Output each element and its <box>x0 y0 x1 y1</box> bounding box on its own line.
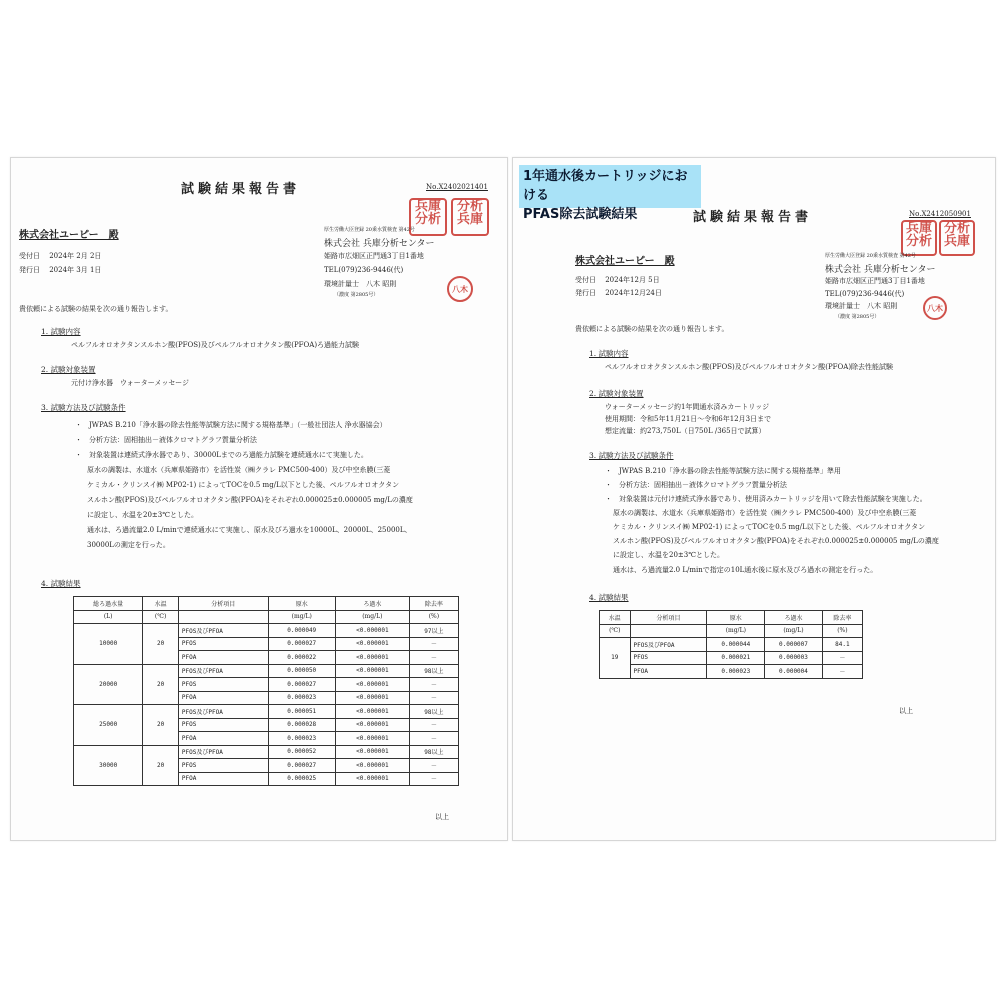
paragraph-line: 原水の調製は、水道水（兵庫県姫路市）を活性炭（㈱クラレ PMC500-400）及び中空糸膜(三菱 <box>613 509 917 517</box>
table-unit-row <box>600 624 863 638</box>
filtered-cell: <0.000001 <box>335 745 409 759</box>
item-cell: PFOS <box>178 678 268 692</box>
filtered-cell: 0.000004 <box>765 665 823 679</box>
bullet-item: ・ 分析方法：固相抽出－液体クロマトグラフ質量分析法 <box>605 481 787 489</box>
report-page-left <box>10 157 508 841</box>
temp-cell: 20 <box>143 624 179 665</box>
col-unit: (%) <box>409 610 458 624</box>
filtered-cell: <0.000001 <box>335 678 409 692</box>
item-cell: PFOS <box>178 718 268 732</box>
paragraph-line: ケミカル・クリンスイ㈱ MP02-1) によってTOCを0.5 mg/L以下とした後、ペルフルオロオクタン <box>613 523 926 531</box>
caption-line: 1年通水後カートリッジにおける <box>523 169 688 203</box>
bullet-item: ・ JWPAS B.210「浄水器の除去性能等試験方法に関する規格基準」準用 <box>605 467 841 475</box>
raw-cell: 0.000023 <box>268 691 335 705</box>
document-number: No.X2402021401 <box>426 183 488 191</box>
temp-cell: 20 <box>143 745 179 786</box>
rate-cell: － <box>822 665 862 679</box>
intro-text: 貴依頼による試験の結果を次の通り報告します。 <box>575 325 729 333</box>
registration-number: 厚生労働大臣登録 20乗水質検査 第42号 <box>324 227 415 233</box>
paragraph-line: 30000Lの測定を行った。 <box>87 541 170 549</box>
stamp-text: 分析 <box>905 234 932 249</box>
stamp-text: 分析 <box>456 199 483 214</box>
usage-period: 使用期間：令和5年11月21日～令和6年12月3日まで <box>605 415 772 423</box>
personal-seal: 八木 <box>923 296 947 320</box>
client-name: 株式会社ユーピー 殿 <box>575 256 675 267</box>
item-cell: PFOS及びPFOA <box>178 624 268 638</box>
bullet-text: 対象装置は元付け連続式浄水器であり、使用済みカートリッジを用いて除去性能試験を実施した。 <box>619 495 927 503</box>
report-title: 試験結果報告書 <box>181 182 301 197</box>
bullet-text: 分析方法：固相抽出－液体クロマトグラフ質量分析法 <box>619 481 787 489</box>
filtered-cell: <0.000001 <box>335 691 409 705</box>
stamp-text: 分析 <box>943 221 970 236</box>
filtered-cell: <0.000001 <box>335 732 409 746</box>
paragraph-line: スルホン酸(PFOS)及びペルフルオロオクタン酸(PFOA)をそれぞれ0.000025±0.000005 mg/Lの濃度 <box>613 537 939 545</box>
rate-cell: 98以上 <box>409 705 458 719</box>
section-body: ペルフルオロオクタンスルホン酸(PFOS)及びペルフルオロオクタン酸(PFOA)ろ過能力試験 <box>71 341 360 349</box>
raw-cell: 0.000028 <box>268 718 335 732</box>
raw-cell: 0.000025 <box>268 772 335 786</box>
lab-tel: TEL(079)236-9446(代) <box>825 290 905 298</box>
item-cell: PFOS及びPFOA <box>178 664 268 678</box>
bullet-item: ・ 対象装置は元付け連続式浄水器であり、使用済みカートリッジを用いて除去性能試験を実施した。 <box>605 495 927 503</box>
item-cell: PFOA <box>178 732 268 746</box>
bullet-item: ・ 分析方法：固相抽出－液体クロマトグラフ質量分析法 <box>75 436 257 444</box>
temp-cell: 20 <box>143 664 179 705</box>
raw-cell: 0.000049 <box>268 624 335 638</box>
results-table <box>73 596 459 786</box>
paragraph-line: に設定し、水温を20±3℃とした。 <box>613 551 725 559</box>
section-heading: 2. 試験対象装置 <box>589 389 644 398</box>
rate-cell: － <box>409 759 458 773</box>
raw-cell: 0.000050 <box>268 664 335 678</box>
lab-address: 姫路市広畑区正門通3丁目1番地 <box>825 277 925 285</box>
caption-line: PFAS除去試験結果 <box>523 207 638 222</box>
section-heading: 3. 試験方法及び試験条件 <box>41 403 126 412</box>
col-unit: (℃) <box>600 624 631 638</box>
received-date: 受付日 2024年 2月 2日 <box>19 252 102 260</box>
stamp-text: 兵庫 <box>456 212 483 227</box>
report-title: 試験結果報告書 <box>693 210 813 225</box>
table-row <box>74 745 459 759</box>
paragraph-line: 原水の調製は、水道水（兵庫県姫路市）を活性炭（㈱クラレ PMC500-400）及び中空糸膜(三菱 <box>87 466 391 474</box>
bullet-item: ・ JWPAS B.210「浄水器の除去性能等試験方法に関する規格基準」（一般社団法人 浄水器協会） <box>75 421 387 429</box>
raw-cell: 0.000021 <box>707 651 765 665</box>
item-cell: PFOA <box>178 651 268 665</box>
item-cell: PFOS <box>178 759 268 773</box>
col-unit: (mg/L) <box>335 610 409 624</box>
raw-cell: 0.000044 <box>707 638 765 652</box>
raw-cell: 0.000052 <box>268 745 335 759</box>
filtered-cell: 0.000003 <box>765 651 823 665</box>
raw-cell: 0.000027 <box>268 678 335 692</box>
col-header: 水温 <box>143 597 179 611</box>
table-row <box>600 665 863 679</box>
temp-cell: 20 <box>143 705 179 746</box>
measurer-name: 環境計量士 八木 昭則 <box>324 280 397 288</box>
col-unit: (mg/L) <box>268 610 335 624</box>
col-unit <box>178 610 268 624</box>
raw-cell: 0.000027 <box>268 759 335 773</box>
col-header: 原水 <box>707 611 765 625</box>
filtered-cell: <0.000001 <box>335 705 409 719</box>
end-marker: 以上 <box>899 707 913 715</box>
rate-cell: 84.1 <box>822 638 862 652</box>
filtered-cell: <0.000001 <box>335 637 409 651</box>
filtered-cell: <0.000001 <box>335 718 409 732</box>
stamp-text: 兵庫 <box>943 234 970 249</box>
filtered-cell: <0.000001 <box>335 772 409 786</box>
paragraph-line: スルホン酸(PFOS)及びペルフルオロオクタン酸(PFOA)をそれぞれ0.000025±0.000005 mg/Lの濃度 <box>87 496 413 504</box>
item-cell: PFOA <box>630 665 707 679</box>
table-header-row <box>74 597 459 611</box>
section-heading: 1. 試験内容 <box>41 327 81 336</box>
raw-cell: 0.000023 <box>707 665 765 679</box>
table-row <box>74 705 459 719</box>
results-table <box>599 610 863 679</box>
filtered-cell: <0.000001 <box>335 624 409 638</box>
rate-cell: － <box>409 691 458 705</box>
section-body: ウォーターメッセージ約1年間通水済みカートリッジ <box>605 403 770 411</box>
rate-cell: － <box>409 732 458 746</box>
paragraph-line: 通水は、ろ過流量2.0 L/minで連続通水にて実施し、原水及びろ過水を10000L、20000L、25000L、 <box>87 526 412 534</box>
item-cell: PFOS <box>630 651 707 665</box>
lab-name: 株式会社 兵庫分析センター <box>825 265 936 275</box>
table-row <box>74 664 459 678</box>
col-unit: (℃) <box>143 610 179 624</box>
paragraph-line: 通水は、ろ過流量2.0 L/minで指定の10L通水後に原水及びろ過水の測定を行った。 <box>613 566 878 574</box>
stamp-text: 兵庫 <box>414 199 441 214</box>
col-header: 総ろ過水量 <box>74 597 143 611</box>
raw-cell: 0.000051 <box>268 705 335 719</box>
raw-cell: 0.000027 <box>268 637 335 651</box>
volume-cell: 30000 <box>74 745 143 786</box>
document-number: No.X2412050901 <box>909 210 971 218</box>
raw-cell: 0.000022 <box>268 651 335 665</box>
item-cell: PFOS及びPFOA <box>178 705 268 719</box>
raw-cell: 0.000023 <box>268 732 335 746</box>
section-heading: 3. 試験方法及び試験条件 <box>589 451 674 460</box>
col-unit: (%) <box>822 624 862 638</box>
section-body: 元付け浄水器 ウォーターメッセージ <box>71 379 189 387</box>
paragraph-line: に設定し、水温を20±3℃とした。 <box>87 511 199 519</box>
rate-cell: 97以上 <box>409 624 458 638</box>
bullet-text: 分析方法：固相抽出－液体クロマトグラフ質量分析法 <box>89 436 257 444</box>
item-cell: PFOA <box>178 772 268 786</box>
rate-cell: － <box>409 678 458 692</box>
volume-cell: 25000 <box>74 705 143 746</box>
assumed-flow: 想定流量：約273,750L（日750L /365日で試算） <box>605 427 766 435</box>
rate-cell: 98以上 <box>409 745 458 759</box>
table-row <box>74 624 459 638</box>
company-stamp <box>939 220 975 256</box>
col-header: ろ過水 <box>765 611 823 625</box>
section-heading: 4. 試験結果 <box>589 593 629 602</box>
section-heading: 2. 試験対象装置 <box>41 365 96 374</box>
lab-tel: TEL(079)236-9446(代) <box>324 266 404 274</box>
volume-cell: 20000 <box>74 664 143 705</box>
rate-cell: － <box>409 637 458 651</box>
rate-cell: － <box>409 772 458 786</box>
col-header: 除去率 <box>409 597 458 611</box>
col-header: 分析項目 <box>178 597 268 611</box>
bullet-item: ・ 対象装置は連続式浄水器であり、30000Lまでのろ過能力試験を連続通水にて実施した。 <box>75 451 368 459</box>
bullet-text: JWPAS B.210「浄水器の除去性能等試験方法に関する規格基準」（一般社団法人 浄水器協会） <box>89 421 387 429</box>
col-header: ろ過水 <box>335 597 409 611</box>
measurer-registration: （濃度 第2805号） <box>334 292 379 298</box>
rate-cell: － <box>409 651 458 665</box>
client-name: 株式会社ユーピー 殿 <box>19 230 119 241</box>
rate-cell: － <box>409 718 458 732</box>
col-header: 分析項目 <box>630 611 707 625</box>
item-cell: PFOS及びPFOA <box>178 745 268 759</box>
col-unit <box>630 624 707 638</box>
company-stamp <box>901 220 937 256</box>
table-header-row <box>600 611 863 625</box>
table-unit-row <box>74 610 459 624</box>
col-header: 原水 <box>268 597 335 611</box>
measurer-registration: （濃度 第2805号） <box>835 314 880 320</box>
filtered-cell: <0.000001 <box>335 759 409 773</box>
table-row <box>600 638 863 652</box>
issued-date: 発行日 2024年 3月 1日 <box>19 266 102 274</box>
rate-cell: 98以上 <box>409 664 458 678</box>
filtered-cell: <0.000001 <box>335 664 409 678</box>
bullet-text: 対象装置は連続式浄水器であり、30000Lまでのろ過能力試験を連続通水にて実施した。 <box>89 451 368 459</box>
item-cell: PFOA <box>178 691 268 705</box>
section-heading: 4. 試験結果 <box>41 579 81 588</box>
intro-text: 貴依頼による試験の結果を次の通り報告します。 <box>19 305 173 313</box>
stamp-text: 兵庫 <box>905 221 932 236</box>
stamp-text: 分析 <box>414 212 441 227</box>
company-stamp <box>451 198 489 236</box>
caption-label <box>519 165 701 222</box>
end-marker: 以上 <box>435 813 449 821</box>
item-cell: PFOS <box>178 637 268 651</box>
issued-date: 発行日 2024年12月24日 <box>575 289 662 297</box>
col-unit: (mg/L) <box>765 624 823 638</box>
col-header: 除去率 <box>822 611 862 625</box>
temp-cell: 19 <box>600 638 631 679</box>
filtered-cell: <0.000001 <box>335 651 409 665</box>
item-cell: PFOS及びPFOA <box>630 638 707 652</box>
col-header: 水温 <box>600 611 631 625</box>
volume-cell: 10000 <box>74 624 143 665</box>
personal-seal: 八木 <box>447 276 473 302</box>
report-page-right <box>512 157 996 841</box>
col-unit: (L) <box>74 610 143 624</box>
filtered-cell: 0.000007 <box>765 638 823 652</box>
section-heading: 1. 試験内容 <box>589 349 629 358</box>
rate-cell: － <box>822 651 862 665</box>
section-body: ペルフルオロオクタンスルホン酸(PFOS)及びペルフルオロオクタン酸(PFOA)除去性能試験 <box>605 363 894 371</box>
lab-address: 姫路市広畑区正門通3丁目1番地 <box>324 252 424 260</box>
bullet-text: JWPAS B.210「浄水器の除去性能等試験方法に関する規格基準」準用 <box>619 467 841 475</box>
received-date: 受付日 2024年12月 5日 <box>575 276 660 284</box>
paragraph-line: ケミカル・クリンスイ㈱ MP02-1) によってTOCを0.5 mg/L以下とした後、ペルフルオロオクタン <box>87 481 400 489</box>
col-unit: (mg/L) <box>707 624 765 638</box>
table-row <box>600 651 863 665</box>
lab-name: 株式会社 兵庫分析センター <box>324 239 435 249</box>
measurer-name: 環境計量士 八木 昭則 <box>825 302 898 310</box>
registration-number: 厚生労働大臣登録 20乗水質検査 第42号 <box>825 253 916 259</box>
